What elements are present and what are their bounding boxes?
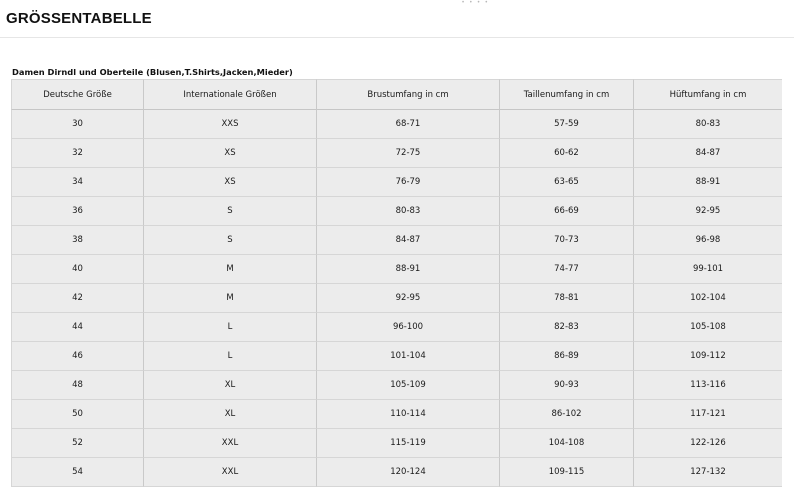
- cell-hip: 127-132: [634, 458, 782, 487]
- cell-hip: 84-87: [634, 139, 782, 168]
- cell-bust: 92-95: [317, 284, 500, 313]
- cell-bust: 80-83: [317, 197, 500, 226]
- cell-german-size: 30: [11, 110, 144, 139]
- cell-german-size: 38: [11, 226, 144, 255]
- cell-bust: 105-109: [317, 371, 500, 400]
- cell-international-size: M: [144, 284, 317, 313]
- page-title: GRÖSSENTABELLE: [6, 10, 152, 27]
- cell-hip: 80-83: [634, 110, 782, 139]
- table-row: [11, 342, 782, 371]
- cell-hip: 99-101: [634, 255, 782, 284]
- cell-hip: 113-116: [634, 371, 782, 400]
- cell-hip: 88-91: [634, 168, 782, 197]
- table-row: [11, 400, 782, 429]
- top-dots-decoration: • • • •: [462, 0, 490, 6]
- cell-waist: 60-62: [500, 139, 634, 168]
- cell-bust: 96-100: [317, 313, 500, 342]
- table-caption: Damen Dirndl und Oberteile (Blusen,T.Shirts,Jacken,Mieder): [12, 67, 293, 77]
- cell-german-size: 34: [11, 168, 144, 197]
- cell-international-size: L: [144, 313, 317, 342]
- cell-waist: 86-102: [500, 400, 634, 429]
- table-header: [11, 79, 782, 110]
- cell-bust: 120-124: [317, 458, 500, 487]
- cell-german-size: 46: [11, 342, 144, 371]
- cell-hip: 102-104: [634, 284, 782, 313]
- cell-waist: 82-83: [500, 313, 634, 342]
- cell-bust: 88-91: [317, 255, 500, 284]
- cell-international-size: S: [144, 197, 317, 226]
- table-row: [11, 284, 782, 313]
- cell-international-size: XXL: [144, 458, 317, 487]
- size-table: [11, 79, 782, 487]
- page-header: [0, 0, 794, 38]
- cell-waist: 66-69: [500, 197, 634, 226]
- cell-international-size: XS: [144, 168, 317, 197]
- cell-german-size: 44: [11, 313, 144, 342]
- cell-international-size: XXL: [144, 429, 317, 458]
- table-row: [11, 226, 782, 255]
- table-row: [11, 110, 782, 139]
- table-header-row: [11, 79, 782, 110]
- cell-german-size: 50: [11, 400, 144, 429]
- cell-waist: 63-65: [500, 168, 634, 197]
- cell-waist: 104-108: [500, 429, 634, 458]
- cell-hip: 109-112: [634, 342, 782, 371]
- cell-bust: 115-119: [317, 429, 500, 458]
- cell-international-size: XL: [144, 371, 317, 400]
- table-row: [11, 197, 782, 226]
- cell-waist: 57-59: [500, 110, 634, 139]
- cell-hip: 105-108: [634, 313, 782, 342]
- cell-international-size: XL: [144, 400, 317, 429]
- cell-bust: 84-87: [317, 226, 500, 255]
- table-row: [11, 371, 782, 400]
- cell-waist: 78-81: [500, 284, 634, 313]
- cell-international-size: XXS: [144, 110, 317, 139]
- cell-bust: 110-114: [317, 400, 500, 429]
- cell-waist: 86-89: [500, 342, 634, 371]
- cell-waist: 90-93: [500, 371, 634, 400]
- cell-bust: 76-79: [317, 168, 500, 197]
- table-row: [11, 168, 782, 197]
- cell-german-size: 40: [11, 255, 144, 284]
- cell-german-size: 36: [11, 197, 144, 226]
- cell-german-size: 48: [11, 371, 144, 400]
- column-header-bust: Brustumfang in cm: [317, 79, 500, 110]
- column-header-international-size: Internationale Größen: [144, 79, 317, 110]
- cell-bust: 101-104: [317, 342, 500, 371]
- table-row: [11, 139, 782, 168]
- cell-german-size: 42: [11, 284, 144, 313]
- cell-german-size: 54: [11, 458, 144, 487]
- table-row: [11, 429, 782, 458]
- cell-international-size: M: [144, 255, 317, 284]
- column-header-german-size: Deutsche Größe: [11, 79, 144, 110]
- cell-international-size: XS: [144, 139, 317, 168]
- cell-hip: 92-95: [634, 197, 782, 226]
- cell-waist: 70-73: [500, 226, 634, 255]
- cell-german-size: 52: [11, 429, 144, 458]
- column-header-hip: Hüftumfang in cm: [634, 79, 782, 110]
- table-row: [11, 458, 782, 487]
- cell-waist: 74-77: [500, 255, 634, 284]
- column-header-waist: Taillenumfang in cm: [500, 79, 634, 110]
- cell-hip: 96-98: [634, 226, 782, 255]
- cell-international-size: L: [144, 342, 317, 371]
- cell-international-size: S: [144, 226, 317, 255]
- cell-german-size: 32: [11, 139, 144, 168]
- table-row: [11, 313, 782, 342]
- cell-hip: 117-121: [634, 400, 782, 429]
- cell-bust: 72-75: [317, 139, 500, 168]
- table-body: [11, 110, 782, 487]
- table-row: [11, 255, 782, 284]
- cell-bust: 68-71: [317, 110, 500, 139]
- cell-waist: 109-115: [500, 458, 634, 487]
- cell-hip: 122-126: [634, 429, 782, 458]
